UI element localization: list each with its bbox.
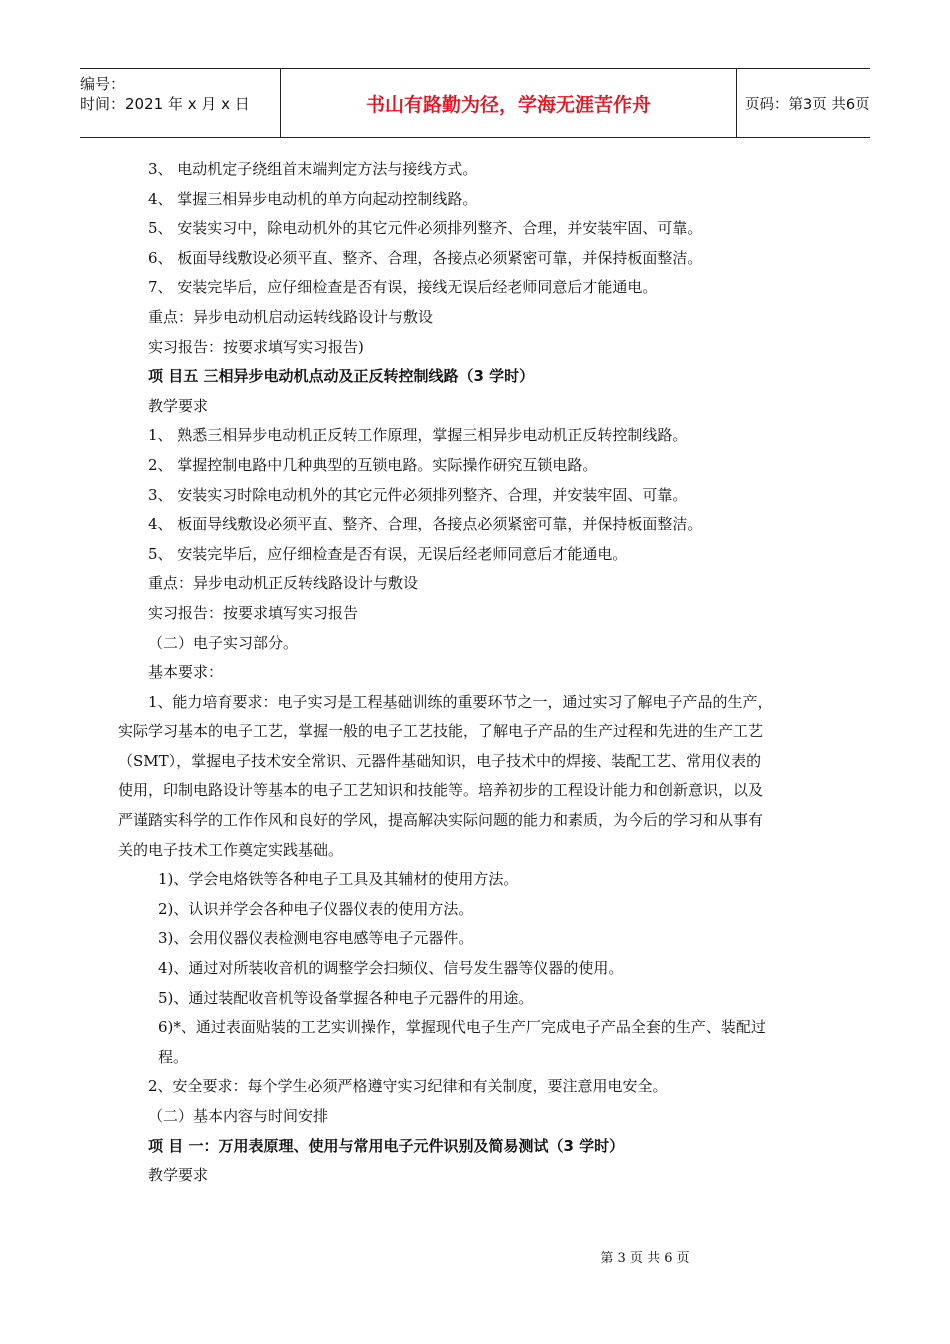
sub-item: 4)、通过对所装收音机的调整学会扫频仪、信号发生器等仪器的使用。 [158,959,624,978]
safety-requirement: 2、安全要求：每个学生必须严格遵守实习纪律和有关制度，要注意用电安全。 [148,1077,668,1096]
body-line: 5、 安装完毕后，应仔细检查是否有误，无误后经老师同意后才能通电。 [148,544,628,563]
header-motto: 书山有路勤为径，学海无涯苦作舟 [280,69,737,137]
section-heading-content: （二）基本内容与时间安排 [148,1107,329,1125]
key-point: 重点：异步电动机启动运转线路设计与敷设 [148,307,434,326]
page-footer [0,1247,950,1266]
sub-item: 程。 [158,1047,189,1066]
subheading: 教学要求 [148,396,209,415]
sub-item: 3)、会用仪器仪表检测电容电感等电子元器件。 [158,929,474,948]
report-note: 实习报告：按要求填写实习报告 [148,603,359,622]
section-heading-project5: 项 目五 三相异步电动机点动及正反转控制线路（3 学时） [148,367,535,386]
section-heading-electronics: （二）电子实习部分。 [148,633,299,652]
subheading: 基本要求： [148,663,224,682]
sub-item: 2)、认识并学会各种电子仪器仪表的使用方法。 [158,899,474,918]
section-heading-project1: 项 目 一：万用表原理、使用与常用电子元件识别及简易测试（3 学时） [148,1136,625,1155]
body-line: 7、 安装完毕后，应仔细检查是否有误，接线无误后经老师同意后才能通电。 [148,278,658,297]
body-line: 4、 板面导线敷设必须平直、整齐、合理，各接点必须紧密可靠，并保持板面整洁。 [148,515,703,534]
document-body [118,155,840,1191]
body-line: 4、 掌握三相异步电动机的单方向起动控制线路。 [148,189,478,208]
footer-page-number: 第 3 页 共 6 页 [600,1251,690,1266]
body-line: 6、 板面导线敷设必须平直、整齐、合理，各接点必须紧密可靠，并保持板面整洁。 [148,248,703,267]
header-page-info: 页码：第3页 共6页 [745,96,870,113]
body-line: 3、 安装实习时除电动机外的其它元件必须排列整齐、合理，并安装牢固、可靠。 [148,485,688,504]
paragraph-line: 关的电子技术工作奠定实践基础。 [118,840,344,859]
subheading: 教学要求 [148,1166,209,1185]
paragraph-line: 严谨踏实科学的工作作风和良好的学风，提高解决实际问题的能力和素质，为今后的学习和从事有 [118,811,764,830]
sub-item: 1)、学会电烙铁等各种电子工具及其辅材的使用方法。 [158,870,519,889]
paragraph-line: （SMT），掌握电子技术安全常识、元器件基础知识，电子技术中的焊接、装配工艺、常用仪表的 [118,751,762,770]
body-line: 5、 安装实习中，除电动机外的其它元件必须排列整齐、合理，并安装牢固、可靠。 [148,219,703,238]
ability-paragraph [118,688,840,866]
page-header [80,68,870,138]
paragraph-line: 实际学习基本的电子工艺，掌握一般的电子工艺技能，了解电子产品的生产过程和先进的生产工艺 [118,722,764,741]
report-note: 实习报告：按要求填写实习报告) [148,337,364,356]
paragraph-line: 使用，印制电路设计等基本的电子工艺知识和技能等。培养初步的工程设计能力和创新意识，以及 [118,781,764,800]
sub-item: 6)*、通过表面贴装的工艺实训操作，掌握现代电子生产厂完成电子产品全套的生产、装配过 [158,1018,766,1037]
body-line: 3、 电动机定子绕组首末端判定方法与接线方式。 [148,160,478,178]
doc-date: 时间：2021 年 x 月 x 日 [80,95,250,113]
sub-item: 5)、通过装配收音机等设备掌握各种电子元器件的用途。 [158,988,534,1007]
header-meta [80,69,280,137]
paragraph-line: 1、能力培育要求：电子实习是工程基础训练的重要环节之一，通过实习了解电子产品的生产， [148,692,773,711]
body-line: 2、 掌握控制电路中几种典型的互锁电路。实际操作研究互锁电路。 [148,455,598,474]
body-line: 1、 熟悉三相异步电动机正反转工作原理，掌握三相异步电动机正反转控制线路。 [148,426,688,445]
key-point: 重点：异步电动机正反转线路设计与敷设 [148,574,419,593]
doc-number-label: 编号： [80,75,126,93]
